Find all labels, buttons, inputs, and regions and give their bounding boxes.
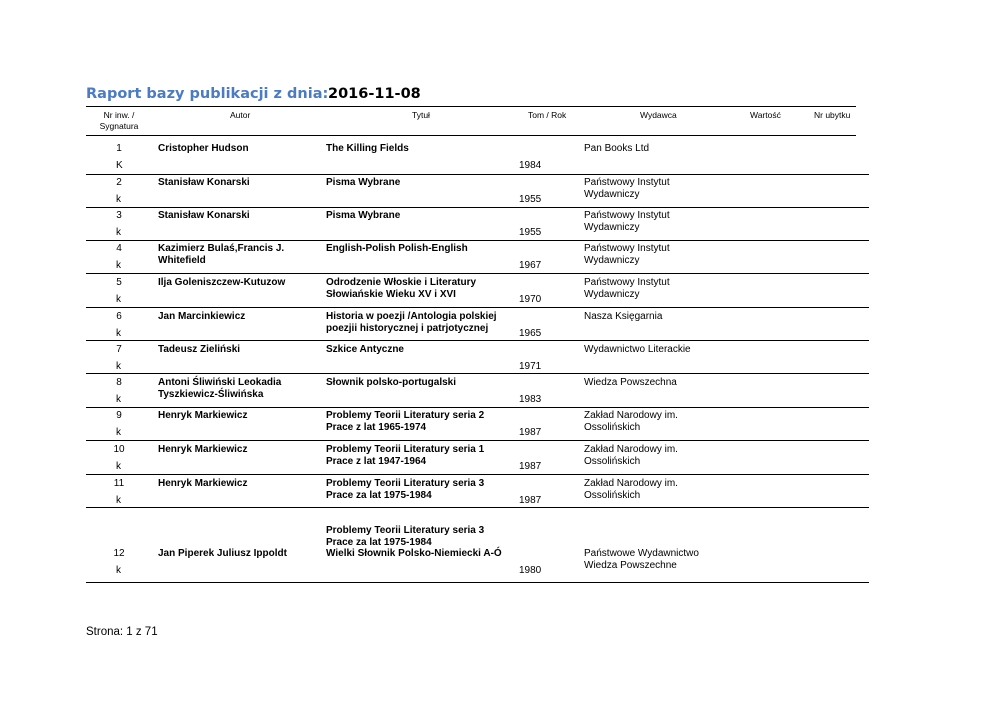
- row-author: Jan Piperek Juliusz Ippoldt: [158, 548, 287, 559]
- row-title: The Killing Fields: [326, 143, 409, 154]
- row-publisher: Państwowy Instytut Wydawniczy: [584, 277, 670, 300]
- row-number: 6: [116, 311, 122, 322]
- row-year: 1987: [519, 427, 542, 438]
- row-divider: [86, 440, 869, 441]
- row-year: 1980: [519, 565, 542, 576]
- row-title: Problemy Teorii Literatury seria 3 Prace za lat 1975-1984: [326, 478, 485, 501]
- row-publisher: Zakład Narodowy im. Ossolińskich: [584, 478, 678, 501]
- row-signature: k: [116, 495, 121, 506]
- row-extra-title: Problemy Teorii Literatury seria 3 Prace za lat 1975-1984: [326, 525, 485, 548]
- row-year: 1987: [519, 461, 542, 472]
- row-divider: [86, 273, 869, 274]
- header-loss: Nr ubytku: [814, 110, 851, 120]
- row-signature: K: [116, 160, 123, 171]
- row-title: Problemy Teorii Literatury seria 1 Prace z lat 1947-1964: [326, 444, 485, 467]
- report-title: Raport bazy publikacji z dnia:: [86, 86, 329, 102]
- row-title: Pisma Wybrane: [326, 210, 401, 221]
- header-value: Wartość: [750, 110, 781, 120]
- row-signature: k: [116, 361, 121, 372]
- row-author: Stanisław Konarski: [158, 177, 250, 188]
- row-signature: k: [116, 227, 121, 238]
- row-title: Historia w poezji /Antologia polskiej poezjii historycznej i patrjotycznej: [326, 311, 497, 334]
- row-author: Ilja Goleniszczew-Kutuzow: [158, 277, 286, 288]
- row-publisher: Państwowe Wydawnictwo Wiedza Powszechne: [584, 548, 699, 571]
- row-title: Szkice Antyczne: [326, 344, 404, 355]
- row-title: Słownik polsko-portugalski: [326, 377, 457, 388]
- row-publisher: Nasza Księgarnia: [584, 311, 663, 322]
- row-number: 4: [116, 243, 122, 254]
- header-volume-year: Tom / Rok: [528, 110, 567, 120]
- row-divider: [86, 240, 869, 241]
- row-signature: k: [116, 394, 121, 405]
- row-signature: k: [116, 294, 121, 305]
- row-publisher: Państwowy Instytut Wydawniczy: [584, 210, 670, 233]
- header-top-rule: [86, 106, 856, 107]
- row-publisher: Wydawnictwo Literackie: [584, 344, 691, 355]
- row-publisher: Państwowy Instytut Wydawniczy: [584, 243, 670, 266]
- row-signature: k: [116, 565, 121, 576]
- row-signature: k: [116, 461, 121, 472]
- page-footer: Strona: 1 z 71: [86, 626, 158, 638]
- header-title: Tytuł: [412, 110, 430, 120]
- row-divider: [86, 507, 869, 508]
- row-author: Jan Marcinkiewicz: [158, 311, 246, 322]
- row-divider: [86, 340, 869, 341]
- row-publisher: Wiedza Powszechna: [584, 377, 677, 388]
- row-author: Kazimierz Bulaś,Francis J. Whitefield: [158, 243, 285, 266]
- row-year: 1955: [519, 194, 542, 205]
- row-divider: [86, 307, 869, 308]
- row-author: Henryk Markiewicz: [158, 444, 248, 455]
- row-signature: k: [116, 260, 121, 271]
- row-number: 2: [116, 177, 122, 188]
- header-nr: Nr inw. / Sygnatura: [99, 110, 139, 131]
- row-year: 1965: [519, 328, 542, 339]
- row-year: 1970: [519, 294, 542, 305]
- row-year: 1955: [519, 227, 542, 238]
- row-year: 1987: [519, 495, 542, 506]
- row-year: 1984: [519, 160, 542, 171]
- row-year: 1967: [519, 260, 542, 271]
- row-number: 1: [116, 143, 122, 154]
- header-author: Autor: [230, 110, 251, 120]
- row-signature: k: [116, 427, 121, 438]
- report-date: 2016-11-08: [328, 86, 421, 102]
- row-author: Tadeusz Zieliński: [158, 344, 241, 355]
- row-author: Stanisław Konarski: [158, 210, 250, 221]
- row-number: 12: [113, 548, 125, 559]
- row-title: Odrodzenie Włoskie i Literatury Słowiańskie Wieku XV i XVI: [326, 277, 477, 300]
- row-number: 5: [116, 277, 122, 288]
- header-publisher: Wydawca: [640, 110, 677, 120]
- row-author: Cristopher Hudson: [158, 143, 249, 154]
- row-title: English-Polish Polish-English: [326, 243, 468, 254]
- row-divider: [86, 373, 869, 374]
- row-author: Henryk Markiewicz: [158, 410, 248, 421]
- row-publisher: Państwowy Instytut Wydawniczy: [584, 177, 670, 200]
- row-divider: [86, 474, 869, 475]
- row-divider: [86, 582, 869, 583]
- row-title: Problemy Teorii Literatury seria 2 Prace z lat 1965-1974: [326, 410, 485, 433]
- row-author: Henryk Markiewicz: [158, 478, 248, 489]
- row-title: Wielki Słownik Polsko-Niemiecki A-Ó: [326, 548, 502, 559]
- row-signature: k: [116, 328, 121, 339]
- row-year: 1971: [519, 361, 542, 372]
- row-divider: [86, 207, 869, 208]
- row-number: 7: [116, 344, 122, 355]
- row-publisher: Zakład Narodowy im. Ossolińskich: [584, 444, 678, 467]
- row-number: 8: [116, 377, 122, 388]
- row-number: 3: [116, 210, 122, 221]
- row-publisher: Zakład Narodowy im. Ossolińskich: [584, 410, 678, 433]
- row-author: Antoni Śliwiński Leokadia Tyszkiewicz-Śliwińska: [158, 377, 282, 400]
- row-signature: k: [116, 194, 121, 205]
- row-number: 11: [113, 478, 125, 489]
- row-number: 9: [116, 410, 122, 421]
- row-year: 1983: [519, 394, 542, 405]
- row-publisher: Pan Books Ltd: [584, 143, 650, 154]
- row-divider: [86, 174, 869, 175]
- header-bottom-rule: [86, 135, 856, 136]
- row-divider: [86, 407, 869, 408]
- row-title: Pisma Wybrane: [326, 177, 401, 188]
- row-number: 10: [113, 444, 125, 455]
